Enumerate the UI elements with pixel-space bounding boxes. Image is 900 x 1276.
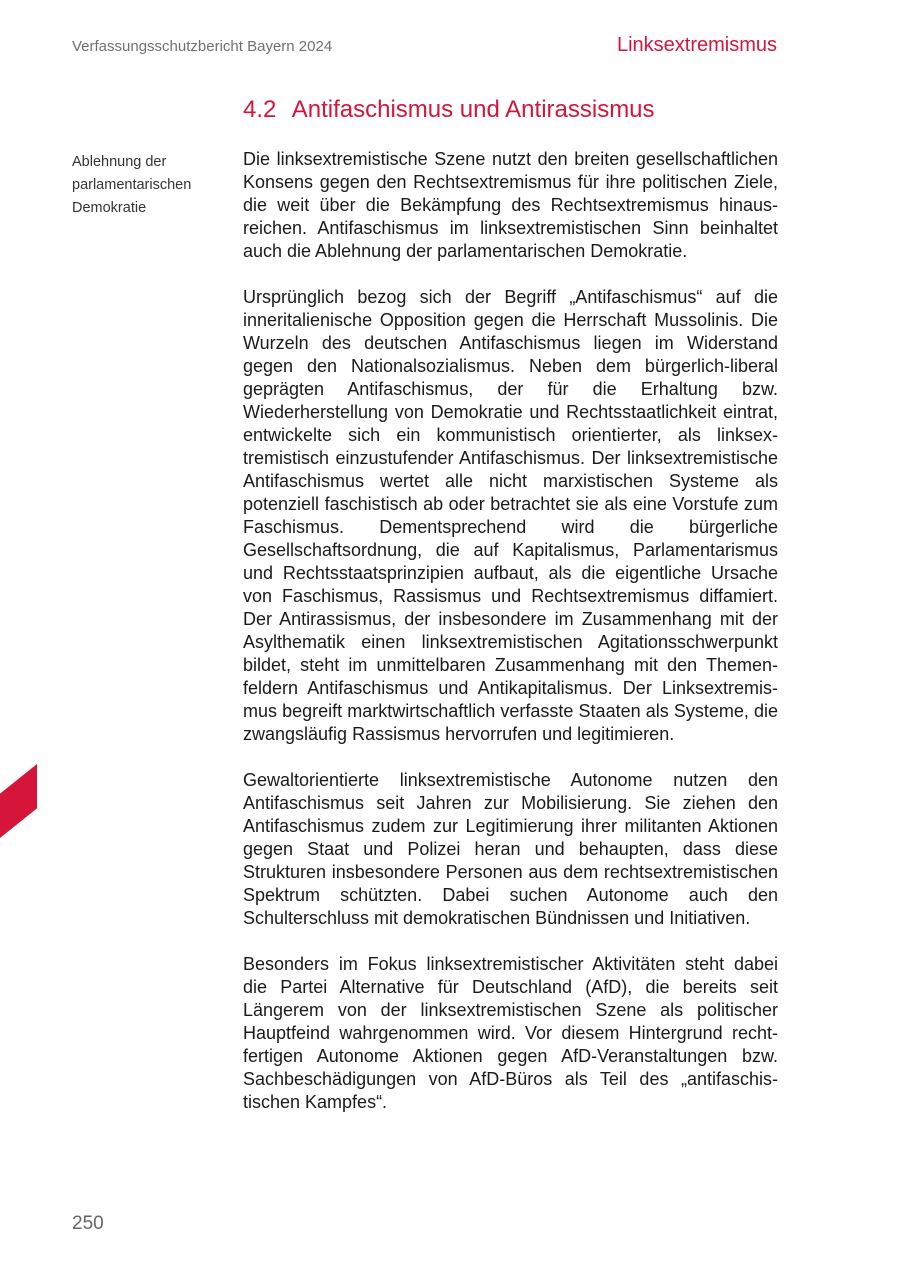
section-title: Antifaschismus und Antirassismus	[291, 96, 655, 123]
section-number: 4.2	[243, 96, 277, 123]
section-heading	[243, 96, 655, 124]
paragraph-4: Besonders im Fokus linksextremistischer Aktivitäten steht dabei die Partei Alternative für Deutschland (AfD), die bereits seit Längerem von der linksextremistischen Szene als politischer Hauptfeind wahrgenommen wird. Vor diesem Hintergrund rechtfertigen Autonome Aktionen gegen AfD-Veranstaltungen bzw. Sachbeschädigungen von AfD-Büros als Teil des „antifaschistischen Kampfes“.	[243, 954, 778, 1112]
margin-note: Ablehnung der parlamentarischen Demokratie	[72, 154, 192, 216]
page-number: 250	[72, 1213, 104, 1234]
paragraph-3: Gewaltorientierte linksextremistische Autonome nutzen den Antifaschismus seit Jahren zur Mobilisierung. Sie ziehen den Antifaschismus zudem zur Legitimierung ihrer militanten Aktionen gegen Staat und Polizei heran und behaupten, dass diese Strukturen insbesondere Personen aus dem rechtsextremistischen Spektrum schützten. Dabei suchen Autonome auch den Schulterschluss mit demokratischen Bündnissen und Initiativen.	[243, 770, 778, 928]
chapter-marker-tab	[0, 764, 37, 838]
header-publication: Verfassungsschutzbericht Bayern 2024	[72, 38, 333, 55]
paragraph-2: Ursprünglich bezog sich der Begriff „Antifaschismus“ auf die inneritalienische Opposition gegen die Herrschaft Mussolinis. Die Wurzeln des deutschen Antifaschismus liegen im Widerstand gegen den Nationalsozialismus. Neben dem bürgerlich-liberal geprägten Antifaschismus, der für die Erhaltung bzw. Wiederherstellung von Demokratie und Rechtsstaatlichkeit eintrat, entwickelte sich ein kommunistisch orientierter, als linksextremistisch einzustufender Antifaschismus. Der linksextremistische Antifaschismus wertet alle nicht marxistischen Systeme als potenziell faschistisch ab oder betrachtet sie als eine Vorstufe zum Faschismus. Dementsprechend wird die bürgerliche Gesellschaftsordnung, die auf Kapitalismus, Parlamentarismus und Rechtsstaatsprinzipien aufbaut, als die eigentliche Ursache von Faschismus, Rassismus und Rechtsextremismus diffamiert. Der Antirassismus, der insbesondere im Zusammenhang mit der Asylthematik einen linksextremistischen Agitationsschwerpunkt bildet, steht im unmittelbaren Zusammenhang mit den Themenfeldern Antifaschismus und Antikapitalismus. Der Linksextremismus begreift marktwirtschaftlich verfasste Staaten als Systeme, die zwangsläufig Rassismus hervorrufen und legitimieren.	[243, 287, 778, 744]
header-chapter: Linksextremismus	[616, 34, 777, 56]
body-text	[243, 148, 778, 1137]
paragraph-1: Die linksextremistische Szene nutzt den breiten gesellschaftlichen Konsens gegen den Rechtsextremismus für ihre politischen Ziele, die weit über die Bekämpfung des Rechtsextremismus hinausreichen. Antifaschismus im linksextremistischen Sinn beinhaltet auch die Ablehnung der parlamentarischen Demokratie.	[243, 149, 778, 261]
